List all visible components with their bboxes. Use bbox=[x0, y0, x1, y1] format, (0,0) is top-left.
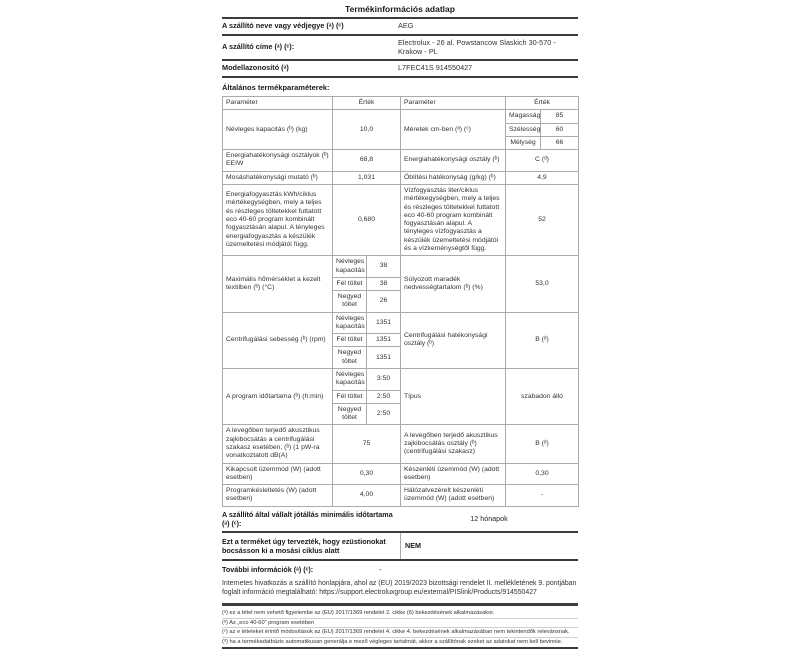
additional-info-value: - bbox=[379, 564, 382, 574]
param-label: Vízfogyasztás liter/ciklus mértékegységben, mely a teljes és részleges töltetekkel futtatott eco 40-60 program kombinált fogyasztásán alapul. A tényleges vízfogyasztás a készülék üzemeltetési módjától és a vízkeménységtől függ. bbox=[401, 184, 506, 255]
model-identifier-row bbox=[222, 61, 578, 78]
sub-label: Fél töltet bbox=[333, 390, 367, 403]
sub-value: 85 bbox=[541, 110, 579, 123]
param-value: 0,30 bbox=[506, 463, 579, 485]
param-value: 4,9 bbox=[506, 171, 579, 184]
table-row bbox=[223, 171, 579, 184]
param-value: 10,0 bbox=[333, 110, 401, 150]
sub-value: 38 bbox=[367, 256, 401, 278]
supplier-address-value: Electrolux - 26 al. Powstancow Slaskich 30-570 - Krakow - PL bbox=[398, 37, 556, 56]
sub-label: Névleges kapacitás bbox=[333, 256, 367, 278]
product-information-sheet bbox=[222, 0, 578, 649]
table-row bbox=[223, 150, 579, 172]
table-row bbox=[223, 485, 579, 507]
param-label: Energiafogyasztás kWh/ciklus mértékegységben, mely a teljes és részleges töltetekkel futtatott eco 40-60 program kombinált fogyasztásán alapul. A tényleges energiafogyasztás a készülék üzemeltetési módjától függ. bbox=[223, 184, 333, 255]
param-label: Névleges kapacitás (ᵇ) (kg) bbox=[223, 110, 333, 150]
param-label: Készenléti üzemmód (W) (adott esetben) bbox=[401, 463, 506, 485]
supplier-address-row bbox=[222, 36, 578, 62]
sub-value: 1351 bbox=[367, 347, 401, 369]
param-label: Maximális hőmérséklet a kezelt textilben (ᵇ) (°C) bbox=[223, 256, 333, 312]
sub-label: Szélesség bbox=[506, 123, 541, 136]
sub-label: Negyed töltet bbox=[333, 291, 367, 313]
footnote-b: (ᵇ) Az „eco 40-60” program esetében bbox=[222, 619, 578, 629]
param-label: Kikapcsolt üzemmód (W) (adott esetben) bbox=[223, 463, 333, 485]
param-value: B (ᵈ) bbox=[506, 425, 579, 463]
silver-ions-label: Ezt a terméket úgy tervezték, hogy ezüstionokat bocsásson ki a mosási ciklus alatt bbox=[222, 536, 386, 555]
guarantee-label: A szállító által vállalt jótállás minimális időtartama (ᵃ) (ᶜ): bbox=[222, 509, 393, 528]
param-label: A levegőben terjedő akusztikus zajkibocsátás a centrifugálási szakasz esetében, (ᵇ) (1 pW-ra vonatkoztatott dB(A) bbox=[223, 425, 333, 463]
sub-value: 60 bbox=[541, 123, 579, 136]
table-row bbox=[223, 256, 579, 278]
param-label: Centrifugálási hatékonysági osztály (ᵇ) bbox=[401, 312, 506, 368]
sub-label: Magasság bbox=[506, 110, 541, 123]
sub-label: Negyed töltet bbox=[333, 347, 367, 369]
sub-value: 26 bbox=[367, 291, 401, 313]
sub-value: 1351 bbox=[367, 312, 401, 334]
additional-info-row bbox=[222, 561, 578, 576]
param-label: Öblítési hatékonyság (g/kg) (ᵇ) bbox=[401, 171, 506, 184]
sub-label: Negyed töltet bbox=[333, 403, 367, 425]
param-label: Méretek cm-ben (ᵃ) (ᶜ) bbox=[401, 110, 506, 150]
page-title: Termékinformációs adatlap bbox=[222, 2, 578, 19]
param-label: Energiahatékonysági osztályok (ᵇ) EEIW bbox=[223, 150, 333, 172]
param-label: Hálózatvezérelt készenléti üzemmód (W) (adott esetben) bbox=[401, 485, 506, 507]
param-label: Centrifugálási sebesség (ᵇ) (rpm) bbox=[223, 312, 333, 368]
header-parameter-right: Paraméter bbox=[401, 97, 506, 110]
param-value: szabadon álló bbox=[506, 369, 579, 425]
param-value: 75 bbox=[333, 425, 401, 463]
header-value-right: Érték bbox=[506, 97, 579, 110]
param-value: 53,0 bbox=[506, 256, 579, 312]
web-reference-paragraph: Internetes hivatkozás a szállító honlapjára, ahol az (EU) 2019/2023 bizottsági rendelet II. mellékletének 9. pontjában foglalt információ megtalálható: https://support.electroluxgroup.eu/external/PISlink/Products/914550427 bbox=[222, 576, 578, 606]
footnote-c: (ᶜ) az e tételeket érintő módosítások az (EU) 2017/1369 rendelet 4. cikke 4. bekezdésének alkalmazásában nem tekintendők relevánsnak. bbox=[222, 628, 578, 638]
supplier-address-label: A szállító címe (ᵃ) (ᶜ): bbox=[222, 42, 295, 52]
sub-label: Mélység bbox=[506, 136, 541, 149]
silver-ions-row bbox=[222, 533, 578, 561]
footnote-d: (ᵈ) ha a termékadatbázis automatikusan generálja e mező végleges tartalmát, akkor a szállítónak ezeket az adatokat nem kell bevinnie. bbox=[222, 638, 563, 645]
footnote-a: (ᵃ) ez a tétel nem vehető figyelembe az (EU) 2017/1369 rendelet 2. cikke (6) bekezdésének alkalmazásakor. bbox=[222, 609, 578, 619]
supplier-name-row bbox=[222, 19, 578, 36]
table-row bbox=[223, 463, 579, 485]
param-label: Típus bbox=[401, 369, 506, 425]
parameters-table bbox=[222, 96, 579, 507]
model-identifier-label: Modellazonosító (ᵃ) bbox=[222, 63, 289, 73]
sub-label: Névleges kapacitás bbox=[333, 369, 367, 391]
header-value-left: Érték bbox=[333, 97, 401, 110]
param-label: Súlyozott maradék nedvességtartalom (ᵇ) (%) bbox=[401, 256, 506, 312]
param-value: 52 bbox=[506, 184, 579, 255]
supplier-name-value: AEG bbox=[398, 21, 414, 30]
param-label: A levegőben terjedő akusztikus zajkibocsátás osztály (ᵇ) (centrifugálási szakasz) bbox=[401, 425, 506, 463]
footnotes bbox=[222, 606, 578, 649]
param-label: Programkésleltetés (W) (adott esetben) bbox=[223, 485, 333, 507]
section-title: Általános termékparaméterek: bbox=[222, 83, 330, 92]
sub-value: 3:50 bbox=[367, 369, 401, 391]
sub-label: Fél töltet bbox=[333, 334, 367, 347]
param-label: Mosáshatékonysági mutató (ᵇ) bbox=[223, 171, 333, 184]
supplier-name-label: A szállító neve vagy védjegye (ᵃ) (ᶜ) bbox=[222, 21, 344, 30]
sub-label: Fél töltet bbox=[333, 277, 367, 290]
table-row bbox=[223, 110, 579, 123]
param-value: 1,031 bbox=[333, 171, 401, 184]
param-value: 0,680 bbox=[333, 184, 401, 255]
param-value: 68,8 bbox=[333, 150, 401, 172]
param-value: B (ᵈ) bbox=[506, 312, 579, 368]
additional-info-label: További információk (ᵃ) (ᶜ): bbox=[222, 564, 314, 574]
guarantee-row bbox=[222, 507, 578, 533]
guarantee-value: 12 hónapok bbox=[470, 514, 508, 524]
param-label: Energiahatékonysági osztály (ᵇ) bbox=[401, 150, 506, 172]
sub-value: 38 bbox=[367, 277, 401, 290]
param-value: 0,30 bbox=[333, 463, 401, 485]
param-label: A program időtartama (ᵇ) (h:min) bbox=[223, 369, 333, 425]
sub-value: 2:50 bbox=[367, 390, 401, 403]
param-value: 4,00 bbox=[333, 485, 401, 507]
header-parameter-left: Paraméter bbox=[223, 97, 333, 110]
table-header-row bbox=[223, 97, 579, 110]
param-value: - bbox=[506, 485, 579, 507]
sub-value: 66 bbox=[541, 136, 579, 149]
table-row bbox=[223, 369, 579, 391]
sub-label: Névleges kapacitás bbox=[333, 312, 367, 334]
model-identifier-value: L7FEC41S 914550427 bbox=[398, 63, 473, 73]
table-row bbox=[223, 184, 579, 255]
table-row bbox=[223, 312, 579, 334]
table-row bbox=[223, 425, 579, 463]
param-value: C (ᵈ) bbox=[506, 150, 579, 172]
sub-value: 1351 bbox=[367, 334, 401, 347]
sub-value: 2:50 bbox=[367, 403, 401, 425]
silver-ions-value: NEM bbox=[400, 533, 578, 559]
